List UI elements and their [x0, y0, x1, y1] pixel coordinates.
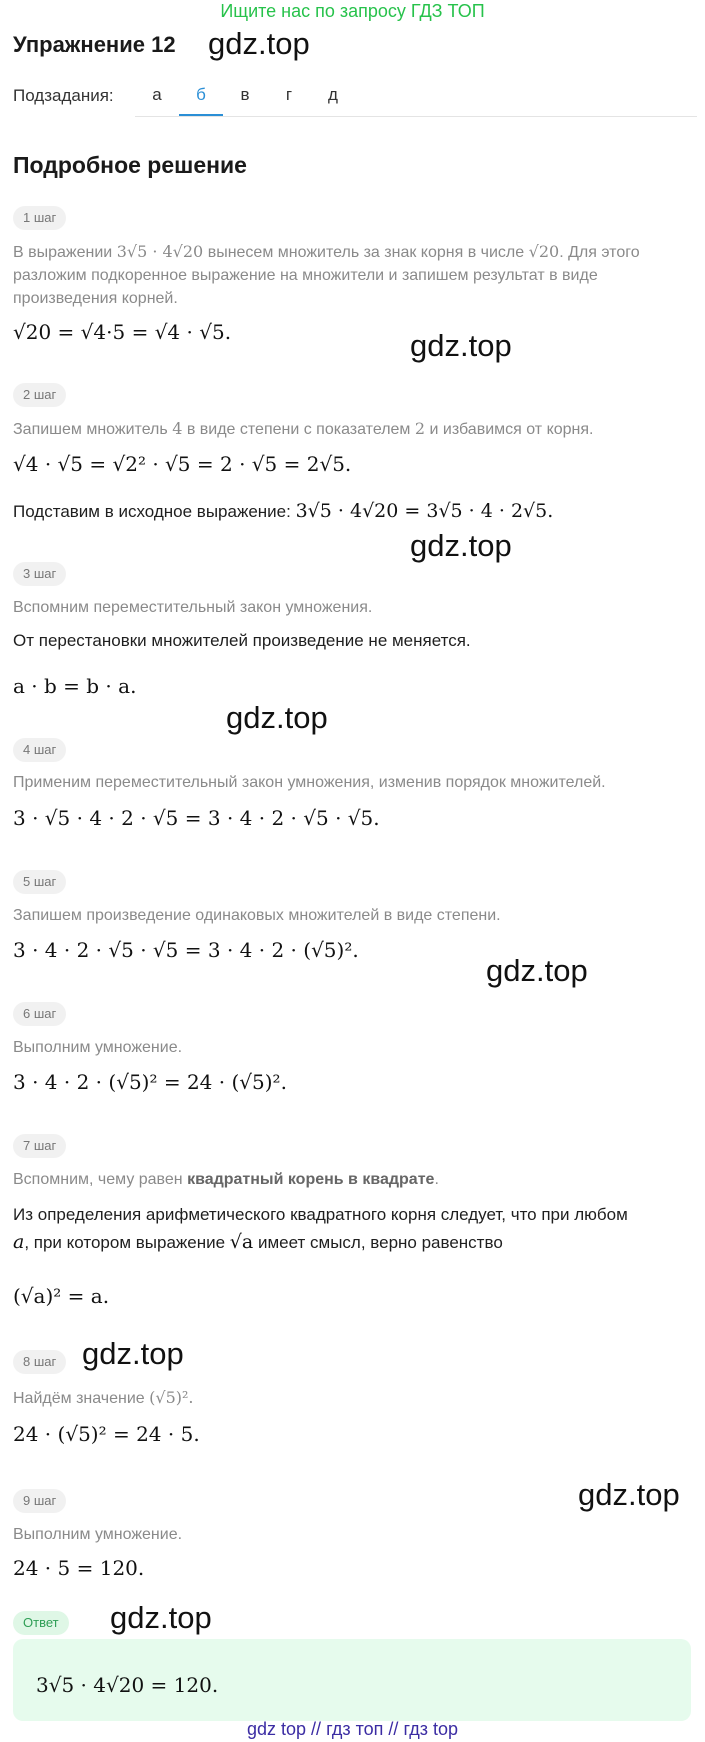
step-text: и избавимся от корня.	[429, 421, 594, 438]
tab-d[interactable]: д	[328, 85, 338, 104]
step-7-text	[13, 1168, 439, 1191]
step-4-text: Применим переместительный закон умножения, изменив порядок множителей.	[13, 774, 606, 791]
answer-badge-wrap	[13, 1611, 69, 1635]
watermark: gdz.top	[410, 528, 512, 563]
step-label: 4 шаг	[13, 738, 66, 762]
step-5-badge	[13, 870, 66, 894]
step-label: 3 шаг	[13, 562, 66, 586]
watermark: gdz.top	[578, 1477, 680, 1512]
step-text: в виде степени с показателем	[186, 421, 411, 438]
footer-sep: //	[311, 1719, 322, 1739]
step-text: В выражении	[13, 244, 113, 261]
step-6-badge	[13, 1002, 66, 1026]
step-9-badge	[13, 1489, 66, 1513]
step-text: Запишем множитель	[13, 421, 168, 438]
step-5-math: 3 · 4 · 2 · √5 · √5 = 3 · 4 · 2 · (√5)².	[13, 938, 359, 962]
answer-badge: Ответ	[13, 1611, 69, 1635]
step-text: Подставим в исходное выражение:	[13, 502, 291, 521]
step-8-badge	[13, 1350, 66, 1374]
step-3-text: Вспомним переместительный закон умножения.	[13, 599, 373, 616]
inline-math: 2	[414, 419, 426, 438]
inline-math: √20	[528, 242, 560, 261]
step-text: . Для этого	[559, 244, 640, 261]
step-text: Из определения арифметического квадратного корня следует, что при любом	[13, 1205, 628, 1224]
step-text: вынесем множитель за знак корня в числе	[207, 244, 525, 261]
watermark: gdz.top	[486, 953, 588, 988]
step-4-math: 3 · √5 · 4 · 2 · √5 = 3 · 4 · 2 · √5 · √5.	[13, 806, 380, 830]
step-2-substitute	[13, 497, 553, 525]
step-6-math: 3 · 4 · 2 · (√5)² = 24 · (√5)².	[13, 1070, 287, 1094]
step-text: разложим подкоренное выражение на множители и запишем результат в виде	[13, 267, 598, 284]
step-2-math: √4 · √5 = √2² · √5 = 2 · √5 = 2√5.	[13, 452, 352, 476]
watermark: gdz.top	[410, 328, 512, 363]
step-8-text	[13, 1386, 194, 1410]
tab-v[interactable]: в	[240, 85, 250, 104]
inline-math: 4	[172, 419, 183, 438]
watermark: gdz.top	[208, 26, 310, 61]
subtasks-label: Подзадания:	[13, 86, 114, 105]
step-9-text: Выполним умножение.	[13, 1526, 183, 1543]
step-3-dark-text: От перестановки множителей произведение не меняется.	[13, 631, 471, 650]
step-label: 7 шаг	[13, 1134, 66, 1158]
tab-g[interactable]: г	[285, 85, 293, 104]
step-7-dark-text	[13, 1202, 703, 1256]
footer-link[interactable]: гдз top	[403, 1719, 458, 1739]
step-6-text: Выполним умножение.	[13, 1039, 183, 1056]
step-text: Вспомним, чему равен	[13, 1171, 183, 1188]
tab-a[interactable]: а	[152, 85, 162, 104]
step-7-math: (√a)² = a.	[13, 1284, 110, 1308]
step-text: , при котором выражение	[24, 1233, 226, 1252]
step-1-math: √20 = √4·5 = √4 · √5.	[13, 320, 232, 344]
step-text: имеет смысл, верно равенство	[257, 1233, 503, 1252]
step-9-math: 24 · 5 = 120.	[13, 1556, 145, 1580]
section-title: Подробное решение	[13, 152, 247, 178]
inline-math: 3√5 · 4√20	[116, 242, 204, 261]
inline-math: 3√5 · 4√20 = 3√5 · 4 · 2√5.	[295, 500, 554, 522]
step-4-badge	[13, 738, 66, 762]
inline-math: (√5)².	[149, 1388, 194, 1407]
step-5-text: Запишем произведение одинаковых множителей в виде степени.	[13, 907, 501, 924]
footer-link[interactable]: гдз топ	[326, 1719, 384, 1739]
bold-term: квадратный корень в квадрате	[187, 1171, 435, 1188]
inline-math: a	[13, 1231, 25, 1253]
tab-b[interactable]: б	[179, 74, 223, 116]
footer-links	[0, 1717, 705, 1741]
watermark: gdz.top	[226, 700, 328, 735]
step-label: 6 шаг	[13, 1002, 66, 1026]
footer-link[interactable]: gdz top	[246, 1719, 307, 1739]
step-2-badge	[13, 383, 66, 407]
step-3-math: a · b = b · a.	[13, 674, 137, 698]
step-text: .	[434, 1171, 439, 1188]
answer-math: 3√5 · 4√20 = 120.	[36, 1673, 219, 1697]
top-banner-link[interactable]: Ищите нас по запросу ГДЗ ТОП	[220, 1, 485, 21]
watermark: gdz.top	[110, 1600, 212, 1635]
step-text: Найдём значение	[13, 1390, 145, 1407]
step-label: 8 шаг	[13, 1350, 66, 1374]
step-8-math: 24 · (√5)² = 24 · 5.	[13, 1422, 200, 1446]
step-label: 2 шаг	[13, 383, 66, 407]
step-1-text	[13, 240, 693, 310]
step-7-badge	[13, 1134, 66, 1158]
step-3-badge	[13, 562, 66, 586]
step-label: 5 шаг	[13, 870, 66, 894]
exercise-title: Упражнение 12	[13, 32, 176, 57]
inline-math: √a	[229, 1231, 254, 1253]
step-label: 1 шаг	[13, 206, 66, 230]
subtasks-tabs	[135, 74, 697, 117]
step-label: 9 шаг	[13, 1489, 66, 1513]
step-2-text	[13, 417, 693, 441]
watermark: gdz.top	[82, 1336, 184, 1371]
step-1-badge	[13, 206, 66, 230]
step-text: произведения корней.	[13, 290, 178, 307]
footer-sep: //	[388, 1719, 399, 1739]
